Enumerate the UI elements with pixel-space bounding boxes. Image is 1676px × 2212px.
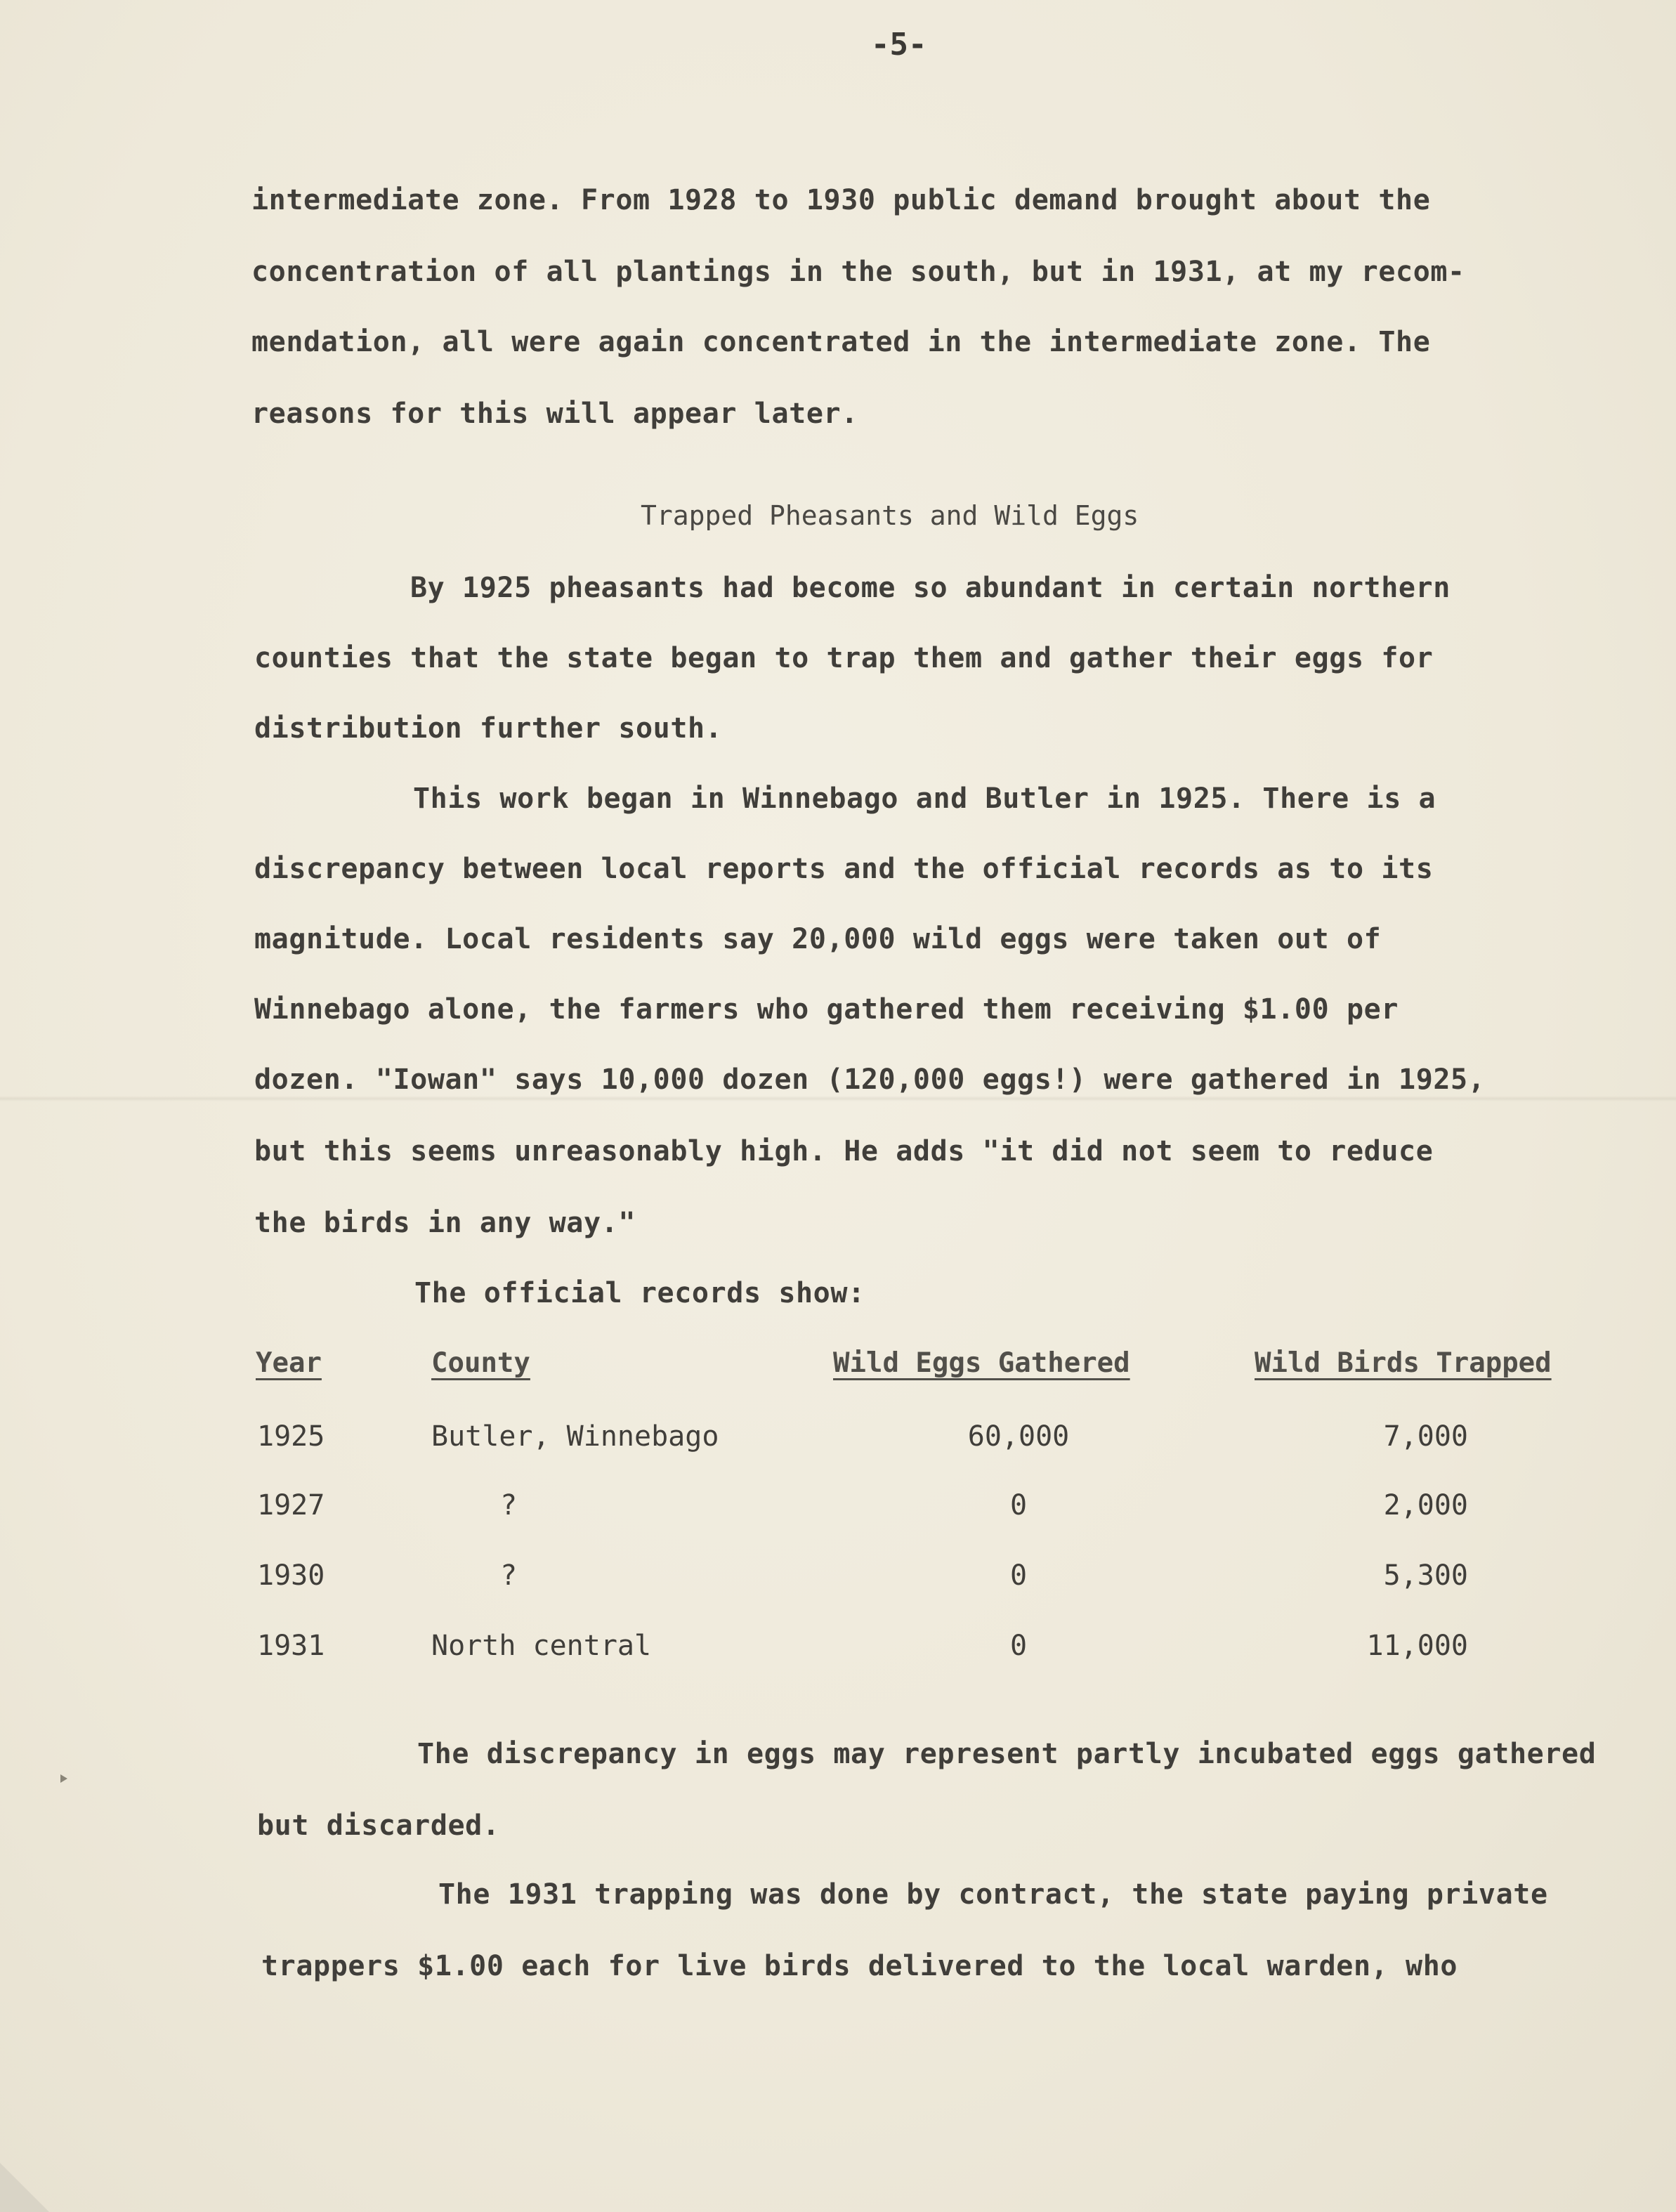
paragraph-3-line-6: but this seems unreasonably high. He adds "it did not seem to reduce xyxy=(254,1135,1434,1167)
paragraph-3-line-4: Winnebago alone, the farmers who gathered them receiving $1.00 per xyxy=(254,993,1399,1026)
records-intro: The official records show: xyxy=(414,1277,865,1309)
table-cell-eggs: 0 xyxy=(1009,1559,1028,1592)
margin-mark xyxy=(60,1774,67,1783)
table-cell-year: 1927 xyxy=(257,1489,325,1521)
table-cell-county: ? xyxy=(500,1489,518,1521)
paragraph-2-line-3: distribution further south. xyxy=(254,712,723,745)
page-number: -5- xyxy=(871,27,927,63)
table-cell-eggs: 0 xyxy=(1009,1489,1028,1521)
paragraph-4-line-2: but discarded. xyxy=(257,1809,500,1842)
table-cell-birds: 2,000 xyxy=(1383,1489,1468,1521)
paragraph-3-line-5: dozen. "Iowan" says 10,000 dozen (120,000 eggs!) were gathered in 1925, xyxy=(254,1064,1486,1096)
table-header-wild-birds: Wild Birds Trapped xyxy=(1255,1347,1552,1379)
paragraph-2-line-1: By 1925 pheasants had become so abundant in certain northern xyxy=(410,572,1451,604)
table-cell-eggs: 0 xyxy=(1009,1630,1028,1662)
table-cell-birds: 7,000 xyxy=(1383,1420,1468,1453)
table-cell-eggs: 60,000 xyxy=(967,1420,1070,1453)
paragraph-5-line-2: trappers $1.00 each for live birds delivered to the local warden, who xyxy=(261,1950,1458,1982)
table-cell-birds: 5,300 xyxy=(1383,1559,1468,1592)
paragraph-1-line-3: mendation, all were again concentrated in the intermediate zone. The xyxy=(251,326,1431,358)
paragraph-1-line-2: concentration of all plantings in the south, but in 1931, at my recom- xyxy=(251,256,1465,288)
paragraph-5-line-1: The 1931 trapping was done by contract, the state paying private xyxy=(438,1878,1548,1911)
paragraph-4-line-1: The discrepancy in eggs may represent partly incubated eggs gathered xyxy=(417,1738,1597,1770)
table-cell-year: 1930 xyxy=(257,1559,325,1592)
table-header-year: Year xyxy=(256,1347,322,1379)
table-header-county: County xyxy=(431,1347,530,1379)
paragraph-2-line-2: counties that the state began to trap them and gather their eggs for xyxy=(254,642,1434,674)
paragraph-1-line-1: intermediate zone. From 1928 to 1930 public demand brought about the xyxy=(251,184,1431,216)
paragraph-1-line-4: reasons for this will appear later. xyxy=(251,398,858,430)
paragraph-3-line-7: the birds in any way." xyxy=(254,1207,636,1239)
table-cell-year: 1925 xyxy=(257,1420,325,1453)
folded-corner xyxy=(0,2163,49,2212)
paragraph-3-line-2: discrepancy between local reports and the official records as to its xyxy=(254,853,1434,885)
table-cell-county: Butler, Winnebago xyxy=(431,1420,719,1453)
paper-fold-crease xyxy=(0,1096,1676,1101)
table-cell-year: 1931 xyxy=(257,1630,325,1662)
table-cell-county: ? xyxy=(500,1559,518,1592)
table-cell-birds: 11,000 xyxy=(1366,1630,1468,1662)
paragraph-3-line-3: magnitude. Local residents say 20,000 wild eggs were taken out of xyxy=(254,923,1382,955)
table-header-wild-eggs: Wild Eggs Gathered xyxy=(833,1347,1130,1379)
paragraph-3-line-1: This work began in Winnebago and Butler in 1925. There is a xyxy=(413,783,1436,815)
section-heading: Trapped Pheasants and Wild Eggs xyxy=(641,500,1139,531)
table-cell-county: North central xyxy=(431,1630,652,1662)
